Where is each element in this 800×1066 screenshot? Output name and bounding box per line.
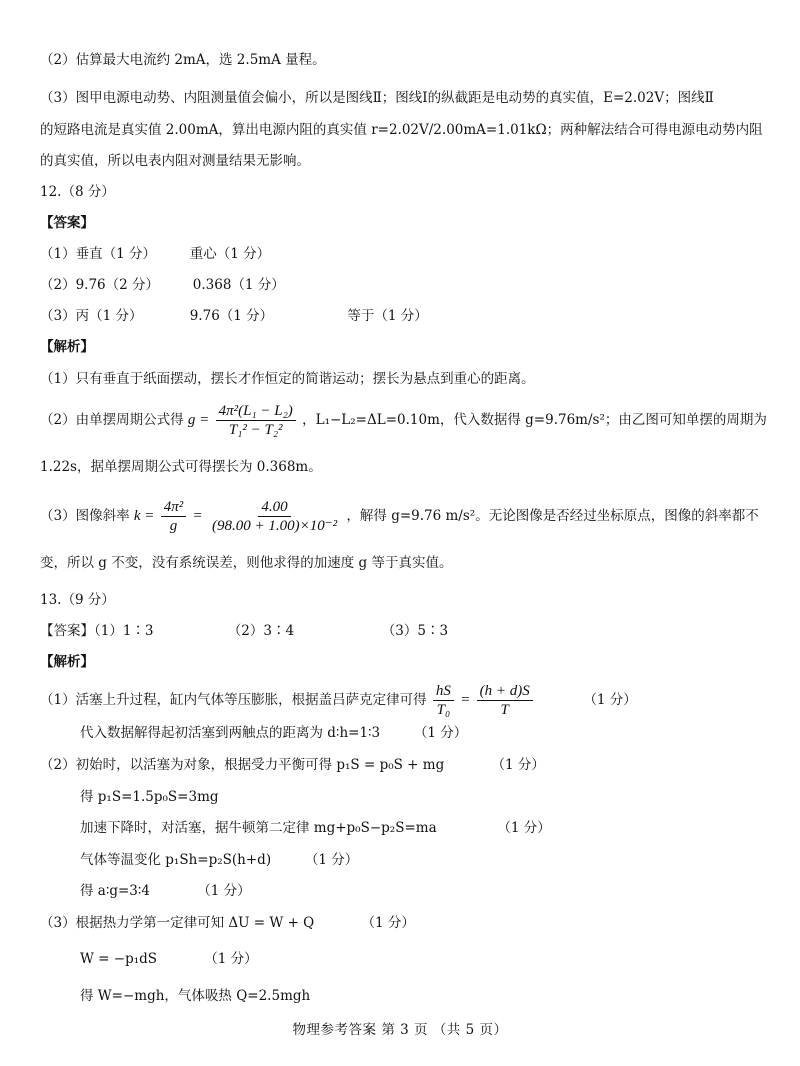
text-segment: （1）活塞上升过程，缸内气体等压膨胀，根据盖吕萨克定律可得 [40, 692, 427, 708]
equals-sign: = [460, 692, 471, 708]
text-segment: ，L₁−L₂=ΔL=0.10m，代入数据得 g=9.76m/s²；由乙图可知单摆的周期为 [302, 412, 767, 428]
text-line: W = −p₁dS （1 分） [80, 951, 258, 967]
text-line: 加速下降时，对活塞，据牛顿第二定律 mg+p₀S−p₂S=ma （1 分） [80, 820, 551, 836]
text-line: （2）初始时，以活塞为对象，根据受力平衡可得 p₁S = p₀S + mg （1 分） [40, 757, 545, 773]
text-line: 得 p₁S=1.5p₀S=3mg [80, 789, 219, 805]
text-line: 气体等温变化 p₁Sh=p₂S(h+d) （1 分） [80, 852, 359, 868]
formula-lhs: g = [187, 412, 210, 428]
answer-line: （3）丙（1 分） 9.76（1 分） 等于（1 分） [40, 308, 428, 324]
formula-line [40, 496, 759, 536]
analysis-heading: 【解析】 [40, 339, 94, 355]
question-heading: 13.（9 分） [40, 592, 115, 608]
formula-lhs: k = [133, 508, 155, 524]
fraction-numerator: 4π²(L₁ − L₂) [216, 402, 296, 421]
formula-fraction [216, 402, 296, 439]
formula-fraction [477, 682, 533, 719]
text-segment: ，解得 g=9.76 m/s²。无论图像是否经过坐标原点，图像的斜率都不 [346, 508, 759, 524]
fraction-denominator: T₁² − T₂² [228, 422, 283, 438]
formula-fraction [161, 498, 187, 535]
text-line: 的真实值，所以电表内阻对测量结果无影响。 [40, 153, 310, 169]
formula-line [40, 400, 767, 440]
text-line: 1.22s，据单摆周期公式可得摆长为 0.368m。 [40, 459, 322, 475]
text-segment: （3）图像斜率 [40, 508, 130, 524]
text-line: 得 W=−mgh，气体吸热 Q=2.5mgh [80, 988, 311, 1004]
page-footer: 物理参考答案 第 3 页 （共 5 页） [292, 1022, 508, 1038]
text-line: （1）只有垂直于纸面摆动，摆长才作恒定的简谐运动；摆长为悬点到重心的距离。 [40, 371, 535, 387]
fraction-denominator: T [500, 702, 509, 718]
score-note: （1 分） [583, 692, 637, 708]
question-heading: 12.（8 分） [40, 184, 115, 200]
fraction-numerator: 4.00 [258, 498, 290, 517]
text-line: 的短路电流是真实值 2.00mA，算出电源内阻的真实值 r=2.02V/2.00mA=1.01kΩ；两种解法结合可得电源电动势内阻 [40, 122, 763, 138]
text-segment: （2）由单摆周期公式得 [40, 412, 184, 428]
text-line: （3）根据热力学第一定律可知 ΔU = W + Q （1 分） [40, 915, 415, 931]
text-line: 得 a∶g=3∶4 （1 分） [80, 883, 251, 899]
text-line: 变，所以 g 不变，没有系统误差，则他求得的加速度 g 等于真实值。 [40, 555, 453, 571]
fraction-numerator: 4π² [161, 498, 187, 517]
fraction-denominator: g [169, 518, 178, 534]
fraction-denominator: T₀ [436, 702, 451, 718]
formula-fraction [433, 682, 454, 719]
answer-line: （2）9.76（2 分） 0.368（1 分） [40, 277, 285, 293]
answer-line: 【答案】（1）1∶3 （2）3∶4 （3）5∶3 [40, 623, 449, 639]
fraction-denominator: (98.00 + 1.00)×10⁻² [211, 518, 338, 534]
fraction-numerator: (h + d)S [477, 682, 533, 701]
text-line: （2）估算最大电流约 2mA，选 2.5mA 量程。 [40, 52, 326, 68]
formula-fraction [209, 498, 340, 535]
analysis-heading: 【解析】 [40, 654, 94, 670]
equals-sign: = [192, 508, 203, 524]
answer-line: （1）垂直（1 分） 重心（1 分） [40, 246, 271, 262]
answer-heading: 【答案】 [40, 215, 94, 231]
formula-line [40, 680, 637, 720]
text-line: （3）图甲电源电动势、内阻测量值会偏小，所以是图线Ⅱ；图线Ⅰ的纵截距是电动势的真实值，E=2.02V；图线Ⅱ [40, 90, 714, 106]
fraction-numerator: hS [433, 682, 454, 701]
text-line: 代入数据解得起初活塞到两触点的距离为 d∶h=1∶3 （1 分） [80, 725, 468, 741]
